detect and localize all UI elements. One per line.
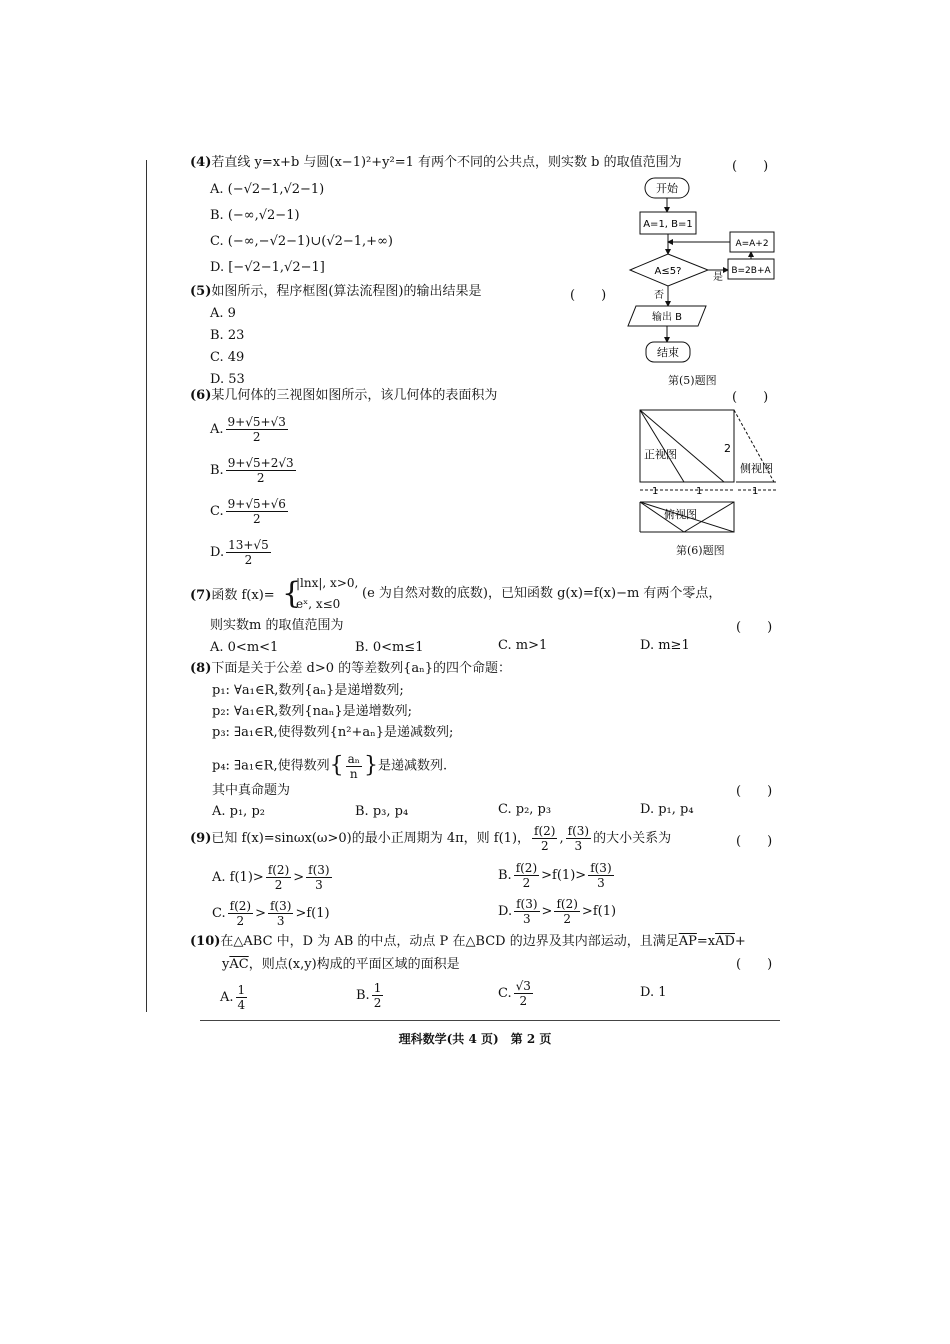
front-view-label: 正视图: [644, 448, 677, 461]
q10-eq: =x: [696, 934, 716, 949]
q10-c-den: 2: [519, 994, 528, 1008]
q9-stem-f2-den: 2: [540, 839, 549, 853]
q9-c-f3-num: f(3): [269, 899, 292, 913]
q10-plus: +: [734, 934, 746, 949]
q9-b-f2-num: f(2): [515, 861, 538, 875]
q8-p4-den: n: [349, 766, 358, 781]
q10-vec-ad: $\overline{AD}$: [715, 934, 735, 949]
q7-text-c: 则实数m 的取值范围为: [210, 618, 344, 633]
q9-c-f1: f(1): [306, 906, 330, 921]
q7-option-c: C. m>1: [498, 638, 548, 653]
q6-c-letter: C.: [210, 504, 224, 519]
q10-a-fraction: [236, 983, 248, 1012]
flow-step1-label: A=A+2: [735, 239, 769, 249]
flow-step2-label: B=2B+A: [731, 266, 771, 276]
q10-stem-line2: [222, 957, 460, 973]
q9-d-f2-den: 2: [563, 912, 571, 926]
side-view-label: 侧视图: [740, 462, 773, 475]
q9-c-f2-num: f(2): [229, 899, 252, 913]
q8-p4-fraction: [346, 752, 362, 781]
q5-figure-caption: 第(5)题图: [668, 374, 717, 387]
q4-stem: [190, 155, 682, 171]
q6-a-fraction: [226, 415, 288, 444]
q6-c-fraction: [226, 497, 288, 526]
q4-option-d: D. [−√2−1,√2−1]: [210, 260, 325, 275]
q10-stem-line1: [190, 934, 746, 950]
q4-number: (4): [190, 155, 212, 170]
q7-option-a: A. 0<m<1: [210, 640, 279, 655]
q8-ask: 其中真命题为: [212, 783, 291, 798]
q6-text: 某几何体的三视图如图所示，该几何体的表面积为: [211, 388, 498, 403]
q7-case2: eˣ, x≤0: [296, 597, 341, 611]
q6-answer-paren: ( ): [732, 390, 769, 405]
q6-option-d: [210, 538, 273, 567]
q9-c-gt1: >: [255, 906, 266, 921]
q8-prop-4: [212, 750, 447, 783]
q9-a-gt2: >: [293, 870, 305, 885]
q9-d-frac-f2: [554, 897, 579, 926]
q6-b-den: 2: [256, 471, 265, 485]
q9-text-b: 的大小关系为: [593, 831, 672, 846]
q4-text: 若直线 y=x+b 与圆(x−1)²+y²=1 有两个不同的公共点，则实数 b 的取值范围为: [211, 155, 682, 170]
q8-prop-3: p₃: ∃a₁∈R,使得数列{n²+aₙ}是递减数列;: [212, 725, 454, 740]
q10-option-c: [498, 978, 535, 1010]
q6-c-den: 2: [252, 512, 261, 526]
q9-d-f3-den: 3: [523, 912, 531, 926]
q9-c-frac-f2: [228, 899, 253, 928]
q8-text: 下面是关于公差 d>0 的等差数列{aₙ}的四个命题：: [211, 661, 512, 676]
q10-c-letter: C.: [498, 986, 512, 1001]
q7-option-b: B. 0<m≤1: [355, 640, 424, 655]
margin-line: [146, 160, 147, 1012]
q7-stem: [190, 588, 275, 604]
q9-stem-f2-num: f(2): [534, 824, 556, 838]
width1-label: 1: [652, 486, 659, 497]
width2-label: 1: [696, 486, 703, 497]
flow-yes-label: 是: [713, 272, 723, 283]
q9-b-f3-num: f(3): [590, 861, 612, 875]
q4-answer-paren: ( ): [732, 159, 769, 174]
q9-b-gt1: >: [541, 868, 553, 883]
q9-stem-frac-f2: [532, 824, 557, 853]
q9-a-f2-num: f(2): [267, 863, 290, 877]
q9-b-frac-f2: [514, 861, 539, 890]
q9-b-f1: f(1): [552, 868, 576, 883]
q8-prop-2: p₂: ∀a₁∈R,数列{naₙ}是递增数列;: [212, 704, 413, 719]
q9-b-gt2: >: [575, 868, 587, 883]
q9-stem-frac-f3: [566, 824, 591, 853]
q9-c-frac-f3: [268, 899, 293, 928]
q6-figure-caption: 第(6)题图: [676, 544, 725, 557]
q9-b-frac-f3: [588, 861, 613, 890]
q5-option-d: D. 53: [210, 372, 245, 387]
q9-d-gt2: >: [581, 904, 593, 919]
q9-a-frac-f3: [306, 863, 331, 892]
q8-option-d: D. p₁, p₄: [640, 802, 694, 817]
q8-option-c: C. p₂, p₃: [498, 802, 552, 817]
q7-answer-paren: ( ): [736, 620, 773, 635]
q6-option-a: [210, 415, 290, 444]
q10-a-num: 1: [237, 983, 246, 997]
q9-option-c: [212, 898, 330, 930]
q8-option-b: B. p₃, p₄: [355, 804, 409, 819]
front-view-rect: [640, 410, 734, 482]
q9-a-letter: A.: [212, 870, 226, 885]
q9-stem-f3-num: f(3): [567, 824, 590, 838]
q9-a-f3-num: f(3): [308, 863, 330, 877]
q5-option-b: B. 23: [210, 328, 245, 343]
flow-no-label: 否: [654, 290, 664, 301]
q9-b-letter: B.: [498, 868, 512, 883]
q9-a-f1: f(1): [229, 870, 253, 885]
q7-brace: {: [282, 576, 302, 611]
q8-answer-paren: ( ): [736, 784, 773, 799]
q4-option-b: B. (−∞,√2−1): [210, 208, 300, 223]
q10-c-fraction: [514, 979, 533, 1008]
q5-stem: [190, 284, 482, 300]
q9-a-f3-den: 3: [315, 878, 323, 892]
top-view-label: 俯视图: [664, 508, 697, 521]
q9-text-a: 已知 f(x)=sinωx(ω>0)的最小正周期为 4π，则 f(1)，: [211, 831, 531, 846]
q9-d-f2-num: f(2): [556, 897, 578, 911]
q6-a-den: 2: [252, 430, 261, 444]
q10-b-fraction: [372, 981, 384, 1010]
q10-c-num: √3: [515, 979, 531, 993]
q7-number: (7): [190, 588, 212, 603]
q10-y: y: [222, 957, 230, 972]
q5-option-c: C. 49: [210, 350, 245, 365]
flow-end-label: 结束: [657, 346, 679, 359]
flowchart-diagram: [620, 172, 790, 372]
three-view-diagram: [634, 404, 782, 540]
q6-c-num: 9+√5+√6: [227, 497, 286, 511]
q6-option-c: [210, 497, 290, 526]
q6-b-fraction: [226, 456, 296, 485]
q8-prop-1: p₁: ∀a₁∈R,数列{aₙ}是递增数列;: [212, 683, 404, 698]
q6-b-num: 9+√5+2√3: [227, 456, 294, 470]
q10-answer-paren: ( ): [736, 957, 773, 972]
q5-number: (5): [190, 284, 212, 299]
q9-c-f2-den: 2: [236, 914, 245, 928]
q9-a-gt1: >: [252, 870, 264, 885]
q9-option-d: [498, 896, 616, 928]
q7-option-d: D. m≥1: [640, 638, 690, 653]
q8-p4-lbrace: {: [329, 753, 344, 778]
q9-b-f2-den: 2: [522, 876, 531, 890]
q6-d-num: 13+√5: [228, 538, 269, 552]
q9-a-f2-den: 2: [274, 878, 283, 892]
q10-a-letter: A.: [220, 990, 234, 1005]
q9-answer-paren: ( ): [736, 834, 773, 849]
q10-text-a: 在△ABC 中，D 为 AB 的中点，动点 P 在△BCD 的边界及其内部运动，且满足: [220, 934, 679, 949]
q6-stem: [190, 388, 497, 404]
flow-output-label: 输出 B: [651, 312, 683, 323]
q10-vec-ac: $\overline{AC}$: [229, 957, 249, 972]
q10-option-b: [356, 980, 385, 1012]
q9-c-gt2: >: [295, 906, 307, 921]
q9-number: (9): [190, 831, 212, 846]
q5-text: 如图所示，程序框图(算法流程图)的输出结果是: [211, 284, 482, 299]
q4-option-c: C. (−∞,−√2−1)∪(√2−1,+∞): [210, 234, 393, 249]
q10-option-d: D. 1: [640, 985, 667, 1000]
q8-option-a: A. p₁, p₂: [212, 804, 265, 819]
q9-c-f3-den: 3: [276, 914, 285, 928]
q9-d-letter: D.: [498, 904, 513, 919]
q4-option-a: A. (−√2−1,√2−1): [210, 182, 325, 197]
flow-condition-label: A≤5?: [654, 266, 682, 277]
q9-stem: (9)已知 f(x)=sinωx(ω>0)的最小正周期为 4π，则 f(1)， $\frac{f(2)}{2}$ , $\frac{f(3)}{3}$ 的大小关系为: [190, 824, 672, 853]
page-footer: 理科数学(共 4 页) 第 2 页: [398, 1032, 552, 1046]
q9-d-frac-f3: [514, 897, 539, 926]
q7-case1: |lnx|, x>0,: [296, 576, 359, 590]
q10-text-b: ，则点(x,y)构成的平面区域的面积是: [248, 957, 460, 972]
q6-a-letter: A.: [210, 422, 224, 437]
height-label: 2: [724, 442, 731, 455]
q5-answer-paren: ( ): [570, 288, 607, 303]
q5-option-a: A. 9: [210, 306, 236, 321]
q9-option-a: [212, 862, 334, 894]
q6-d-fraction: [226, 538, 271, 567]
footer-rule: [200, 1020, 780, 1021]
q8-p4-text-b: 是递减数列.: [377, 758, 448, 774]
flow-start-label: 开始: [656, 182, 678, 195]
q9-c-letter: C.: [212, 906, 226, 921]
q6-option-b: [210, 456, 298, 485]
q9-stem-f3-den: 3: [574, 839, 583, 853]
q9-option-b: [498, 860, 616, 892]
q10-b-den: 2: [373, 996, 382, 1010]
q10-number: (10): [190, 934, 221, 949]
q6-d-den: 2: [244, 553, 253, 567]
width3-label: 1: [752, 486, 759, 497]
q10-option-a: [220, 982, 249, 1014]
q9-d-gt1: >: [541, 904, 553, 919]
q7-text-b: (e 为自然对数的底数)，已知函数 g(x)=f(x)−m 有两个零点，: [362, 586, 722, 601]
flow-init-label: A=1, B=1: [643, 219, 693, 230]
q8-p4-text-a: p₄: ∃a₁∈R,使得数列: [212, 758, 330, 774]
q10-a-den: 4: [237, 998, 246, 1012]
q8-number: (8): [190, 661, 212, 676]
q8-stem: [190, 661, 511, 677]
q7-text-a: 函数 f(x)=: [211, 588, 275, 603]
q6-number: (6): [190, 388, 212, 403]
q6-b-letter: B.: [210, 463, 224, 478]
q10-b-letter: B.: [356, 988, 370, 1003]
q8-p4-num: aₙ: [347, 751, 360, 766]
q6-d-letter: D.: [210, 545, 225, 560]
q10-vec-ap: $\overline{AP}$: [678, 934, 697, 949]
q10-b-num: 1: [373, 981, 382, 995]
q9-b-f3-den: 3: [597, 876, 605, 890]
q8-p4-rbrace: }: [363, 753, 378, 778]
q9-a-frac-f2: [266, 863, 291, 892]
q9-d-f3-num: f(3): [516, 897, 538, 911]
q6-a-num: 9+√5+√3: [227, 415, 286, 429]
q9-d-f1: f(1): [592, 904, 617, 919]
